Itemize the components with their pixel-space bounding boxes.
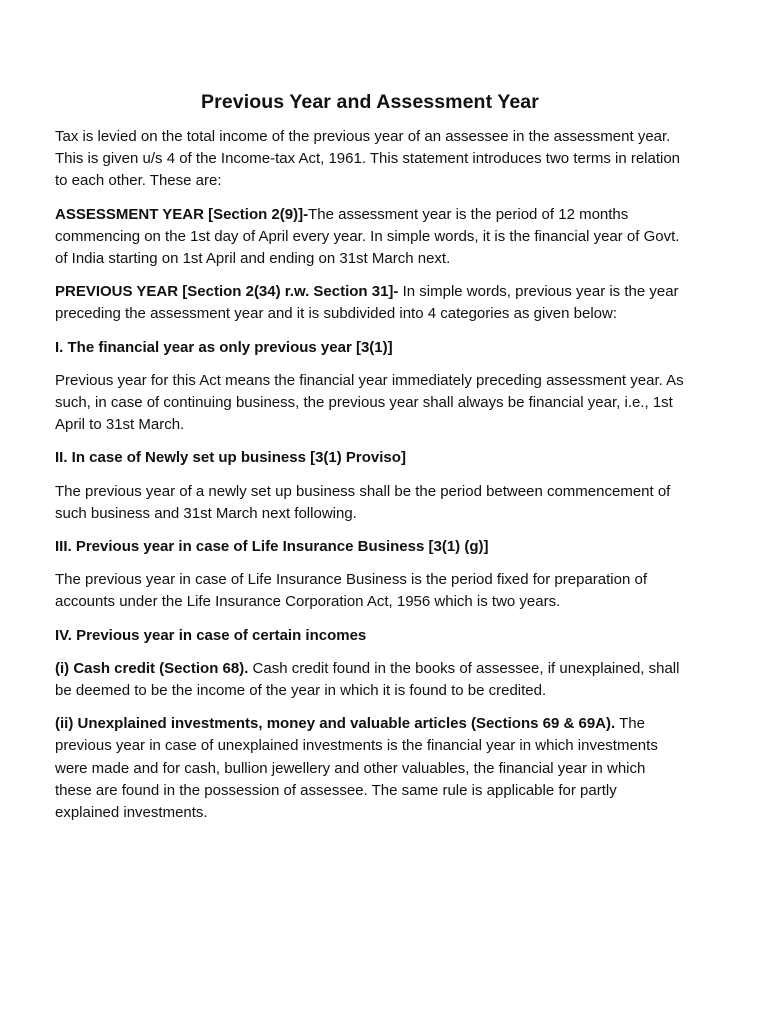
section-body-2: The previous year of a newly set up business shall be the period between commencement of such business and 31st March next following. (55, 482, 671, 522)
cash-credit-paragraph (55, 658, 685, 702)
assessment-year-paragraph (55, 204, 685, 271)
unexplained-investments-text: The previous year in case of unexplained investments is the financial year in which investments were made and for cash, bullion jewellery and other valuables, the financial year in which these are found in the possession of assessee. The same rule is applicable for partly explained investments. (55, 715, 658, 822)
previous-year-label: PREVIOUS YEAR [Section 2(34) r.w. Section 31]- (55, 283, 399, 301)
cash-credit-label: (i) Cash credit (Section 68). (55, 659, 249, 677)
intro-paragraph: Tax is levied on the total income of the previous year of an assessee in the assessment year. This is given u/s 4 of the Income-tax Act, 1961. This statement introduces two terms in relation to each other. These are: (55, 128, 681, 190)
assessment-year-text: The assessment year is the period of 12 months commencing on the 1st day of April every year. In simple words, it is the financial year of Govt. of India starting on 1st April and ending on 31st March next. (55, 205, 680, 268)
unexplained-investments-paragraph (55, 713, 685, 824)
previous-year-paragraph (55, 281, 685, 325)
section-heading-3: III. Previous year in case of Life Insurance Business [3(1) (g)] (55, 538, 489, 556)
previous-year-text: In simple words, previous year is the year preceding the assessment year and it is subdivided into 4 categories as given below: (55, 283, 679, 323)
section-heading-2: II. In case of Newly set up business [3(1) Proviso] (55, 449, 406, 467)
section-body-3: The previous year in case of Life Insurance Business is the period fixed for preparation of accounts under the Life Insurance Corporation Act, 1956 which is two years. (55, 571, 647, 611)
section-heading-4: IV. Previous year in case of certain incomes (55, 626, 367, 644)
page-title: Previous Year and Assessment Year (201, 91, 539, 113)
cash-credit-text: Cash credit found in the books of assessee, if unexplained, shall be deemed to be the income of the year in which it is found to be credited. (55, 659, 680, 700)
section-body-1: Previous year for this Act means the financial year immediately preceding assessment year. As such, in case of continuing business, the previous year shall always be financial year, i.e., 1st April to 31st March. (55, 371, 684, 434)
section-heading-1: I. The financial year as only previous year [3(1)] (55, 338, 393, 356)
unexplained-investments-label: (ii) Unexplained investments, money and valuable articles (Sections 69 & 69A). (55, 715, 616, 733)
assessment-year-label: ASSESSMENT YEAR [Section 2(9)]- (55, 205, 309, 223)
document-page (55, 88, 685, 835)
